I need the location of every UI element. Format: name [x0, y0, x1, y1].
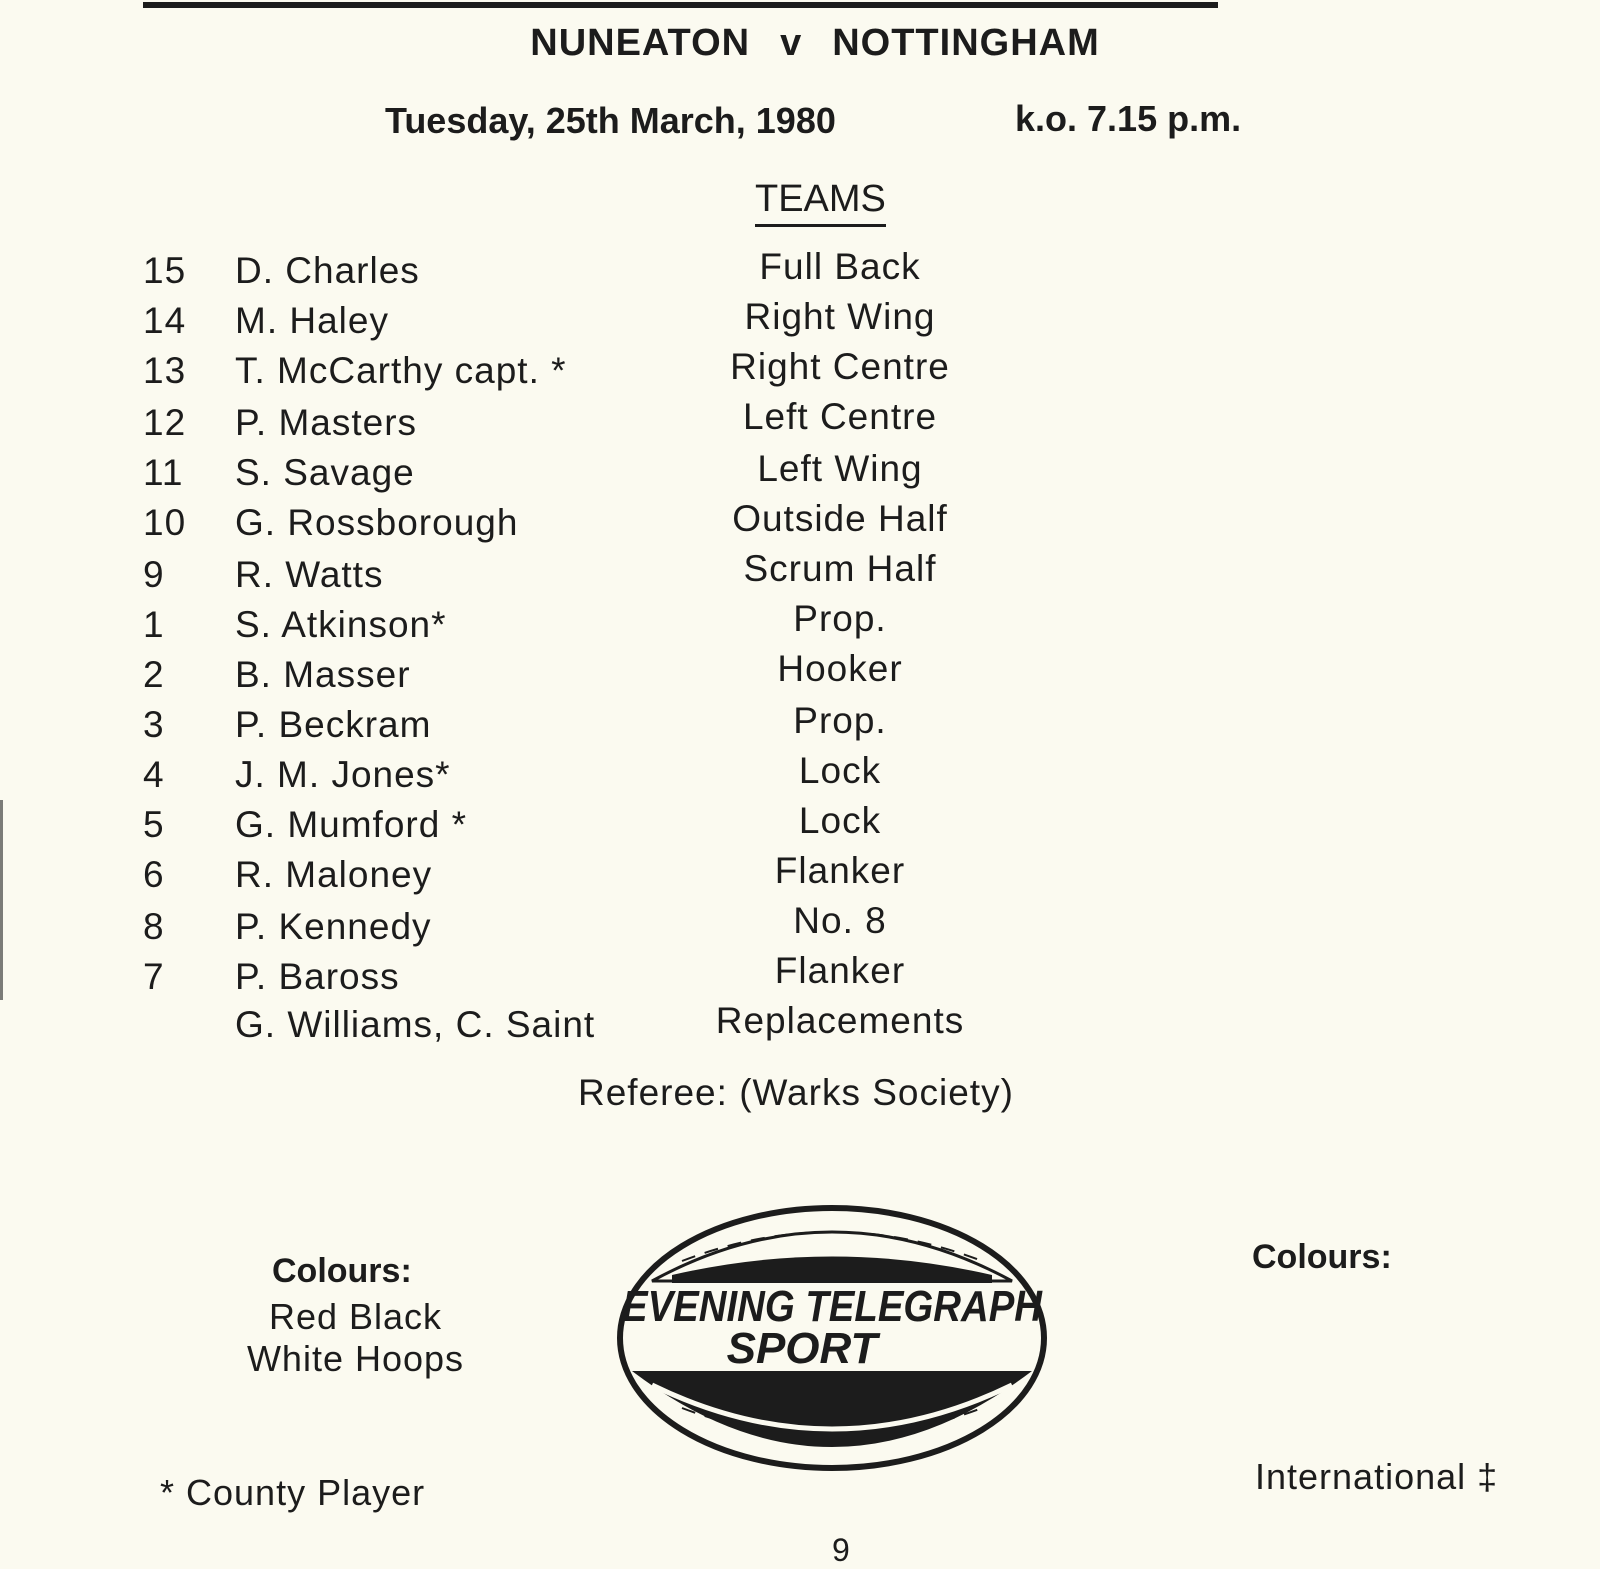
player-name: G. Mumford *: [235, 804, 467, 845]
player-number: 14: [143, 300, 187, 341]
home-colours-line1: Red Black: [268, 1296, 443, 1337]
county-player-legend: * County Player: [160, 1472, 426, 1513]
player-position: Prop.: [793, 598, 887, 639]
player-position: Flanker: [774, 850, 906, 891]
player-name: T. McCarthy capt. *: [235, 350, 567, 391]
player-position: Lock: [798, 750, 882, 791]
evening-telegraph-sport-logo: [612, 1203, 1052, 1473]
player-number: 15: [143, 250, 187, 291]
page-number: 9: [832, 1532, 850, 1568]
player-number: 6: [143, 854, 165, 895]
player-name: P. Masters: [235, 402, 418, 443]
player-position: Full Back: [759, 246, 921, 287]
player-number: 11: [143, 452, 184, 493]
player-number: 9: [143, 554, 165, 595]
player-position: Replacements: [715, 1000, 965, 1041]
logo-text-line1: EVENING TELEGRAPH: [622, 1282, 1044, 1331]
player-number: 7: [143, 956, 165, 997]
player-position: Left Centre: [742, 396, 938, 437]
away-colours-label: Colours:: [1252, 1238, 1392, 1276]
player-name: G. Williams, C. Saint: [235, 1004, 596, 1045]
player-name: R. Watts: [235, 554, 384, 595]
player-position: Right Centre: [730, 346, 950, 387]
player-name: P. Kennedy: [235, 906, 432, 947]
international-legend: International ‡: [1255, 1456, 1499, 1497]
player-position: Left Wing: [757, 448, 923, 489]
player-name: R. Maloney: [235, 854, 433, 895]
player-number: 4: [143, 754, 165, 795]
home-colours-value: [218, 1296, 493, 1380]
player-position: Right Wing: [744, 296, 936, 337]
player-name: S. Atkinson*: [235, 604, 447, 645]
player-name: S. Savage: [235, 452, 415, 493]
home-colours-label: Colours:: [272, 1252, 412, 1290]
player-number: 12: [143, 402, 187, 443]
away-team: NOTTINGHAM: [832, 22, 1100, 64]
player-position: Hooker: [777, 648, 903, 689]
player-name: P. Beckram: [235, 704, 432, 745]
player-name: J. M. Jones*: [235, 754, 451, 795]
kickoff-time: k.o. 7.15 p.m.: [1015, 98, 1242, 139]
player-position: Outside Half: [732, 498, 948, 539]
player-position: Scrum Half: [743, 548, 937, 589]
logo-text-line2: SPORT: [726, 1324, 878, 1373]
player-name: M. Haley: [235, 300, 389, 341]
player-number: 10: [143, 502, 187, 543]
match-title: [0, 22, 1600, 65]
player-number: 8: [143, 906, 165, 947]
versus: v: [780, 22, 803, 64]
top-rule: [143, 2, 1218, 8]
player-number: 1: [143, 604, 165, 645]
player-number: 2: [143, 654, 165, 695]
home-colours-line2: White Hoops: [246, 1338, 465, 1379]
player-name: G. Rossborough: [235, 502, 519, 543]
home-team: NUNEATON: [530, 22, 751, 64]
teams-heading: TEAMS: [755, 178, 886, 227]
player-name: P. Baross: [235, 956, 400, 997]
player-position: No. 8: [793, 900, 887, 941]
player-position: Lock: [798, 800, 882, 841]
binder-mark: [0, 800, 3, 1000]
player-number: 13: [143, 350, 187, 391]
match-date: Tuesday, 25th March, 1980: [385, 100, 836, 141]
referee: Referee: (Warks Society): [578, 1072, 1014, 1113]
player-name: D. Charles: [235, 250, 420, 291]
player-position: Flanker: [774, 950, 906, 991]
player-number: 3: [143, 704, 165, 745]
player-number: 5: [143, 804, 165, 845]
player-position: Prop.: [793, 700, 887, 741]
player-name: B. Masser: [235, 654, 411, 695]
